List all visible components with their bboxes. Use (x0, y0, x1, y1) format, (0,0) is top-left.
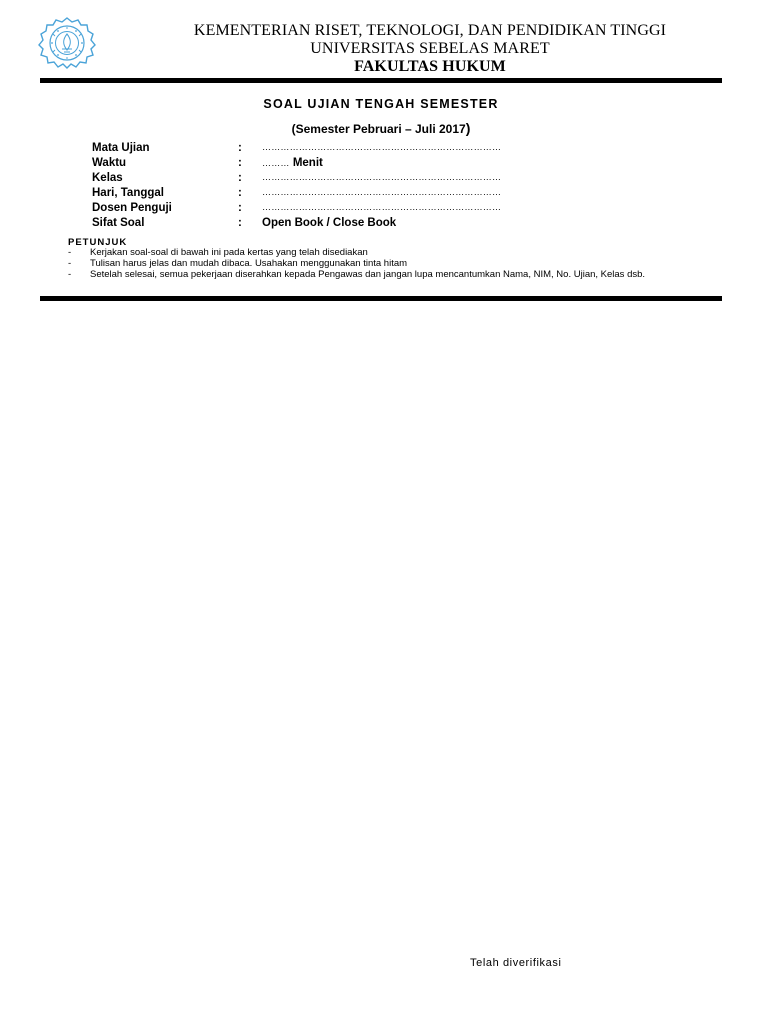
instruction-dash: - (68, 257, 72, 269)
info-colon: : (238, 217, 242, 229)
instructions-divider (40, 296, 722, 301)
instruction-text: Tulisan harus jelas dan mudah dibaca. Usahakan menggunakan tinta hitam (90, 257, 408, 269)
instructions-title: PETUNJUK (68, 237, 128, 248)
ministry-name: KEMENTERIAN RISET, TEKNOLOGI, DAN PENDIDIKAN TINGGI (193, 22, 667, 39)
info-label: Dosen Penguji (92, 202, 172, 214)
info-label: Waktu (92, 157, 127, 169)
info-colon: : (238, 187, 242, 199)
info-value-blank: …………………………………………………………………… (262, 202, 502, 212)
verified-note: Telah diverifikasi (470, 957, 562, 969)
duration-blank: ……… (262, 158, 290, 168)
duration-unit: Menit (292, 157, 323, 169)
instruction-item (68, 270, 728, 281)
info-colon: : (238, 142, 242, 154)
info-value-blank: …………………………………………………………………… (262, 187, 502, 197)
semester-open-paren: ( (291, 122, 296, 136)
instruction-item (68, 259, 728, 270)
info-label: Kelas (92, 172, 123, 184)
info-value-blank: …………………………………………………………………… (262, 142, 502, 152)
instructions-section (68, 237, 728, 280)
letterhead (170, 22, 690, 76)
instruction-text: Setelah selesai, semua pekerjaan diserahkan kepada Pengawas dan jangan lupa mencantumkan Nama, NIM, No. Ujian, Kelas dsb. (90, 268, 646, 280)
info-value-blank: …………………………………………………………………… (262, 172, 502, 182)
info-colon: : (238, 157, 242, 169)
exam-title: SOAL UJIAN TENGAH SEMESTER (263, 97, 499, 111)
info-colon: : (238, 202, 242, 214)
info-value-exam-type: Open Book / Close Book (262, 217, 397, 229)
faculty-name: FAKULTAS HUKUM (354, 58, 506, 75)
semester-text: Semester Pebruari – Juli 2017 (295, 122, 466, 136)
info-label: Sifat Soal (92, 217, 145, 229)
info-label: Mata Ujian (92, 142, 150, 154)
instruction-text: Kerjakan soal-soal di bawah ini pada kertas yang telah disediakan (90, 247, 368, 258)
instruction-dash: - (68, 268, 72, 280)
info-label: Hari, Tanggal (92, 187, 164, 199)
semester-close-paren: ) (465, 120, 471, 136)
info-colon: : (238, 172, 242, 184)
university-seal-icon (36, 16, 98, 70)
university-name: UNIVERSITAS SEBELAS MARET (310, 40, 550, 57)
info-value-duration (262, 157, 323, 169)
instruction-dash: - (68, 247, 72, 258)
exam-semester (40, 120, 722, 136)
header-divider (40, 78, 722, 83)
